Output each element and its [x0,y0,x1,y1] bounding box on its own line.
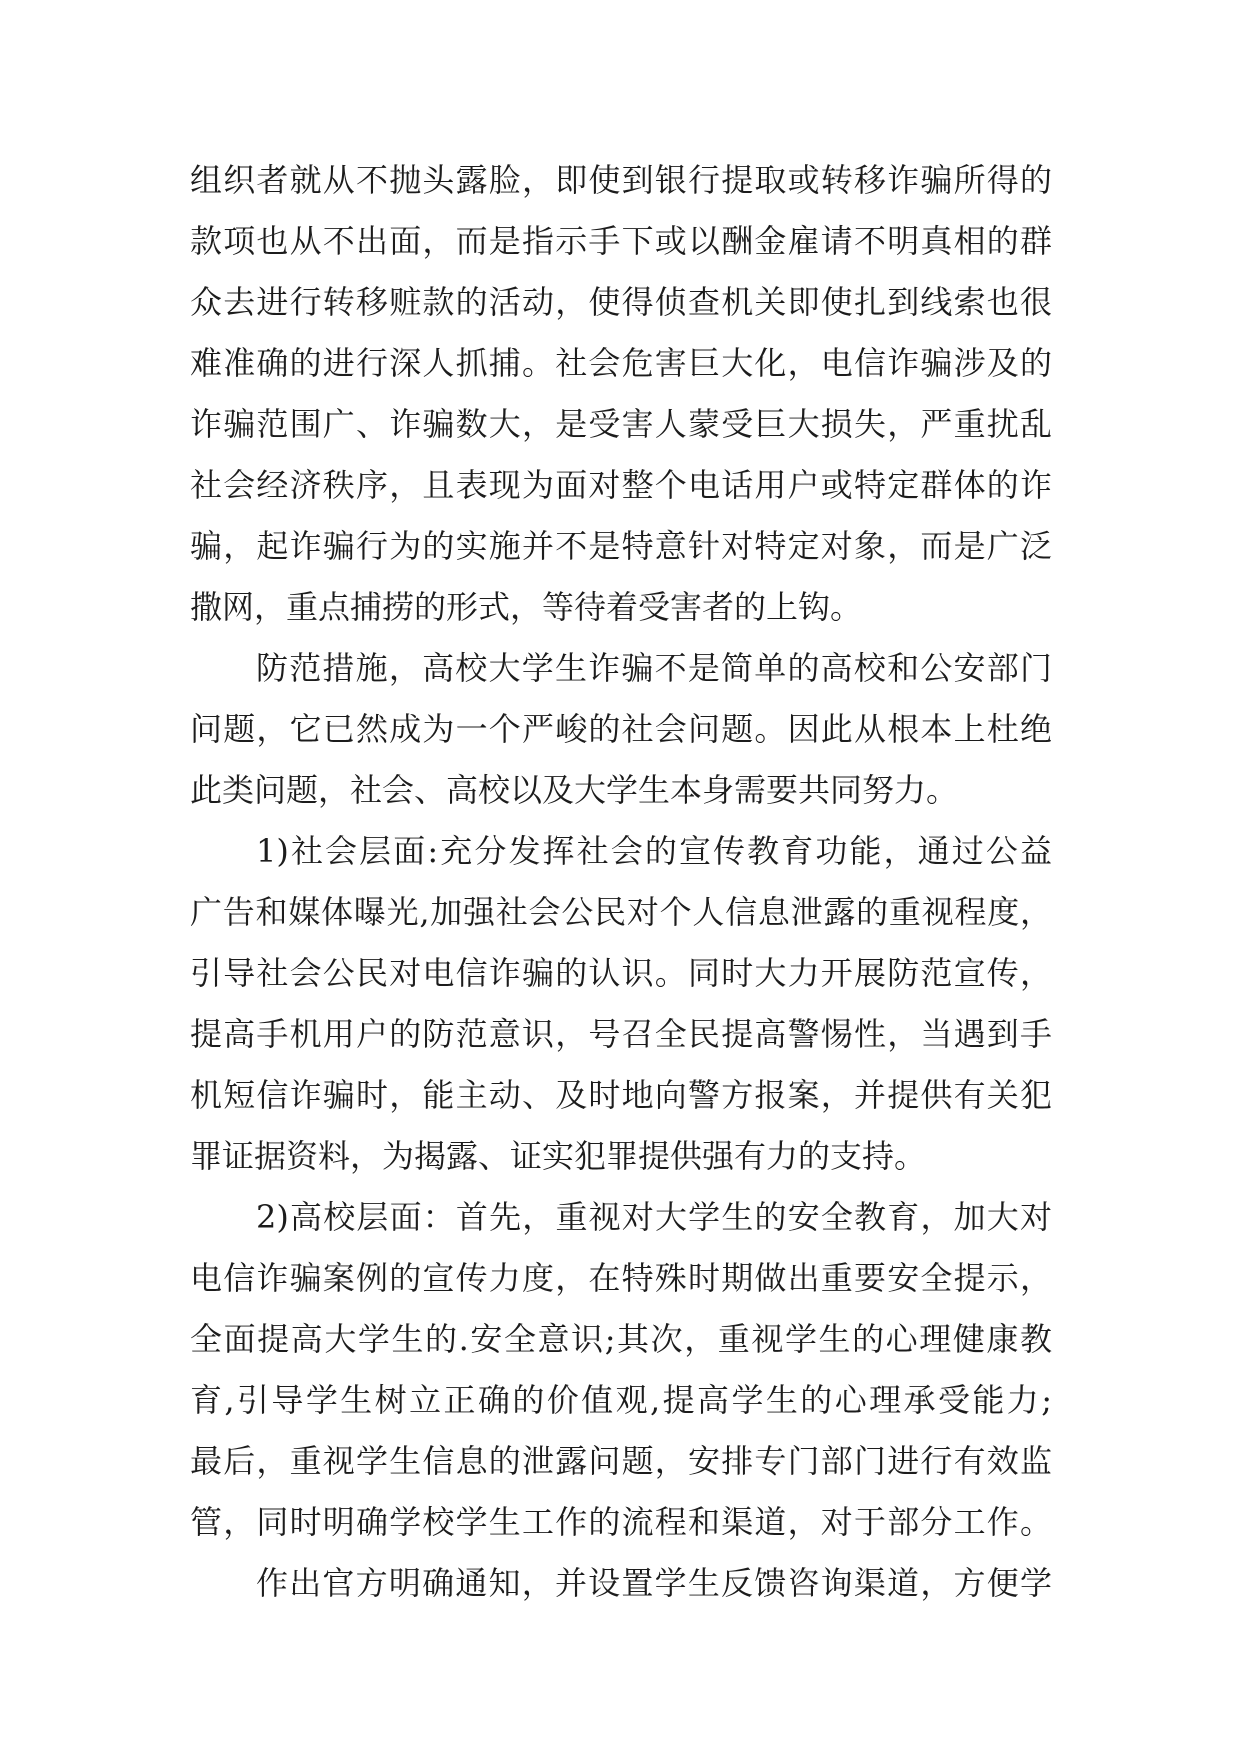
text-line: 骗，起诈骗行为的实施并不是特意针对特定对象，而是广泛 [190,527,1052,565]
paragraph-official-notice [190,1553,1052,1614]
text-line: 机短信诈骗时，能主动、及时地向警方报案，并提供有关犯 [190,1076,1052,1114]
text-line: 组织者就从不抛头露脸，即使到银行提取或转移诈骗所得的 [190,161,1052,199]
text-line: 撒网，重点捕捞的形式，等待着受害者的上钩。 [190,588,863,626]
text-line: 管，同时明确学校学生工作的流程和渠道，对于部分工作。 [190,1503,1052,1541]
text-line: 全面提高大学生的.安全意识;其次，重视学生的心理健康教 [190,1320,1052,1358]
text-line: 社会经济秩序，且表现为面对整个电话用户或特定群体的诈 [190,466,1052,504]
text-line: 众去进行转移赃款的活动，使得侦查机关即使扎到线索也很 [190,283,1052,321]
paragraph-university-level [190,1187,1052,1553]
text-line: 最后，重视学生信息的泄露问题，安排专门部门进行有效监 [190,1442,1052,1480]
text-line: 1)社会层面:充分发挥社会的宣传教育功能，通过公益 [256,832,1052,870]
paragraph-society-level [190,821,1052,1187]
text-line: 提高手机用户的防范意识，号召全民提高警惕性，当遇到手 [190,1015,1052,1053]
text-line: 问题，它已然成为一个严峻的社会问题。因此从根本上杜绝 [190,710,1052,748]
text-line: 2)高校层面：首先，重视对大学生的安全教育，加大对 [256,1198,1052,1236]
text-line: 罪证据资料，为揭露、证实犯罪提供强有力的支持。 [190,1137,927,1175]
text-line: 广告和媒体曝光,加强社会公民对个人信息泄露的重视程度， [190,893,1052,931]
text-line: 作出官方明确通知，并设置学生反馈咨询渠道，方便学 [256,1564,1052,1602]
text-line: 诈骗范围广、诈骗数大，是受害人蒙受巨大损失，严重扰乱 [190,405,1052,443]
text-line: 电信诈骗案例的宣传力度，在特殊时期做出重要安全提示， [190,1259,1052,1297]
text-line: 难准确的进行深人抓捕。社会危害巨大化，电信诈骗涉及的 [190,344,1052,382]
body-text [190,150,1052,1614]
text-line: 引导社会公民对电信诈骗的认识。同时大力开展防范宣传， [190,954,1052,992]
paragraph-fraud-characteristics [190,150,1052,638]
text-line: 防范措施，高校大学生诈骗不是简单的高校和公安部门 [256,649,1052,687]
text-line: 育,引导学生树立正确的价值观,提高学生的心理承受能力; [190,1381,1052,1419]
text-line: 款项也从不出面，而是指示手下或以酬金雇请不明真相的群 [190,222,1052,260]
paragraph-prevention-measures [190,638,1052,821]
text-line: 此类问题，社会、高校以及大学生本身需要共同努力。 [190,771,959,809]
